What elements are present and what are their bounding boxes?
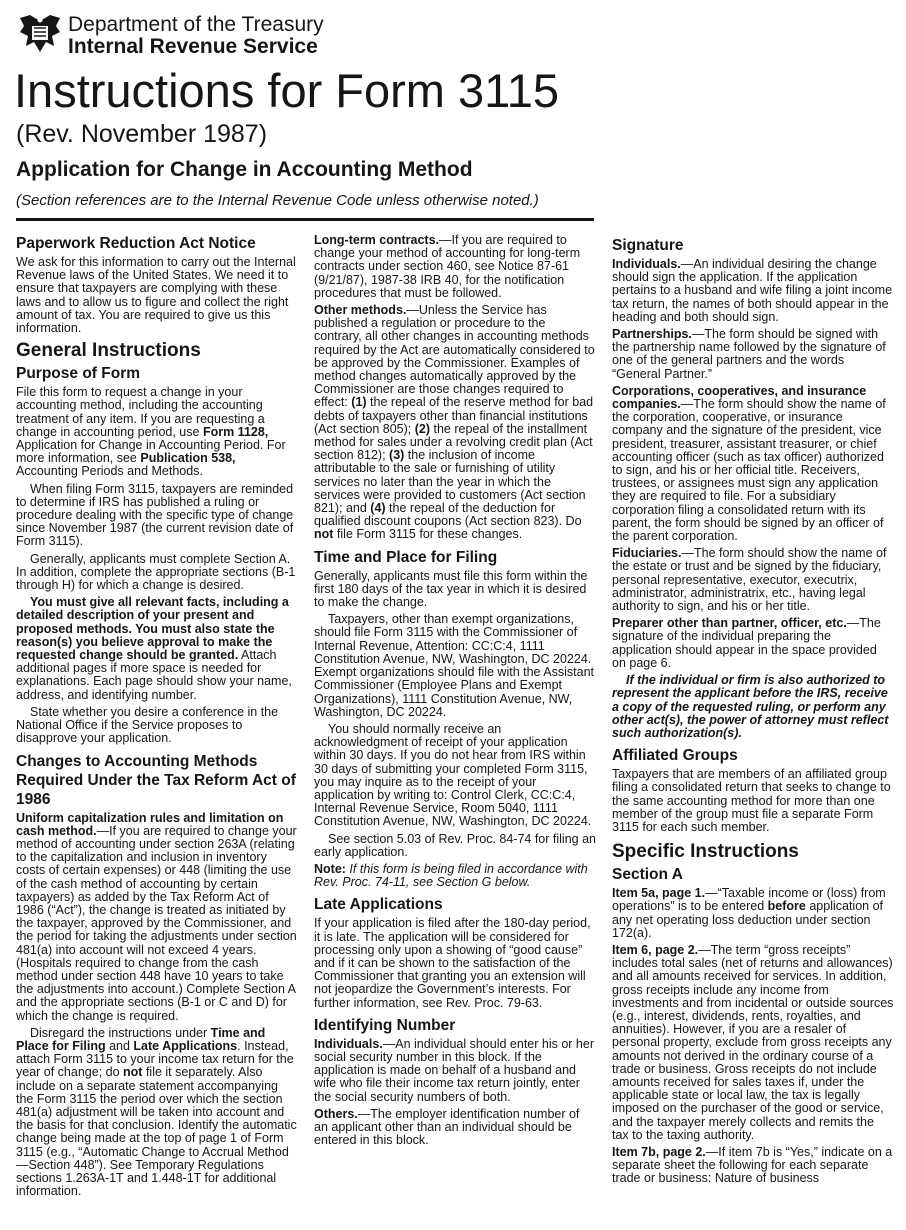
time-paragraph-1: Generally, applicants must file this form within the first 180 days of the tax year in which it is desired to make the change. xyxy=(314,568,588,610)
purpose-paragraph-5: State whether you desire a conference in the National Office if the Service proposes to disapprove your application. xyxy=(16,704,279,746)
long-term-contracts-paragraph: Long-term contracts.—If you are required to change your method of accounting for long-term contracts under section 460, see Notice 87-61 (9/21/87), 1987-38 IRB 40, for the notification procedures that must be followed. xyxy=(314,233,581,300)
purpose-paragraph-2: When filing Form 3115, taxpayers are reminded to determine if IRS has published a ruling or procedure dealing with the specific type of change since November 1987 (the current revision date of Form 3115). xyxy=(16,481,294,549)
time-place-heading: Time and Place for Filing xyxy=(314,548,498,566)
column-3 xyxy=(612,234,894,1190)
partnerships-paragraph: Partnerships.—The form should be signed with the partnership name followed by the signature of one of the general partners and the words “General Partner.” xyxy=(612,327,886,381)
signature-heading: Signature xyxy=(612,237,684,254)
note-paragraph: Note: If this form is being filed in accordance with Rev. Proc. 74-11, see Section G below. xyxy=(314,861,588,890)
affiliated-groups-heading: Affiliated Groups xyxy=(612,747,738,765)
time-paragraph-3: You should normally receive an acknowledgment of receipt of your application within 30 days. If you do not hear from IRS within 30 days of submitting your completed Form 3115, you may inquire as to the receipt of your application by writing to: Control Clerk, CC:C:4, Internal Revenue Service, Room 5040, 1111 Constitution Avenue, NW, Washington, DC 20224. xyxy=(314,721,592,829)
irs-eagle-seal-icon xyxy=(16,12,64,56)
specific-instructions-heading: Specific Instructions xyxy=(612,841,799,863)
purpose-paragraph-1: File this form to request a change in your accounting method, including the accounting treatment of any item. If you are requesting a change in accounting period, use Form 1128, Application for Change in Accounting Period. For more information, see Publication 538, Accounting Periods and Methods. xyxy=(16,385,286,479)
signature-individuals-paragraph: Individuals.—An individual desiring the change should sign the application. If the application pertains to a husband and wife filing a joint income tax return, the names of both should appear in the heading and both should sign. xyxy=(612,257,893,324)
disregard-paragraph: Disregard the instructions under Time and Place for Filing and Late Applications. Instead, attach Form 3115 to your income tax return for the year of change; do not file it separately. Also include on a separate statement accompanying the Form 3115 the period over which the section 481(a) adjustment will be taken into account and the basis for that conclusion. Identify the automatic change being made at the top of page 1 of Form 3115 (e.g., “Automatic Change to Accrual Method—Section 448”). See Temporary Regulations sections 1.263A-1T and 1.448-1T for additional information. xyxy=(16,1025,297,1199)
department-name: Department of the Treasury xyxy=(68,13,324,36)
paperwork-paragraph: We ask for this information to carry out the Internal Revenue laws of the United States. We need it to ensure that taxpayers are complying with these laws and to allow us to figure and collect the right amount of tax. You are required to give us this information. xyxy=(16,255,296,336)
fiduciaries-paragraph: Fiduciaries.—The form should show the name of the estate or trust and be signed by the fiduciary, personal representative, executor, executrix, administrator, administratrix, etc., having legal authority to sign, and his or her title. xyxy=(612,546,887,614)
item-7b-paragraph: Item 7b, page 2.—If item 7b is “Yes,” indicate on a separate sheet the following for each separate trade or business: Nature of business xyxy=(612,1144,893,1186)
individuals-id-paragraph: Individuals.—An individual should enter his or her social security number in this block. If the application is made on behalf of a husband and wife who file their income tax return jointly, enter the social security numbers of both. xyxy=(314,1036,594,1104)
item-6-paragraph: Item 6, page 2.—The term “gross receipts” includes total sales (net of returns and allowances) and all amounts received for services. In addition, gross receipts include any income from investments and from incidental or outside sources (e.g., interest, dividends, rents, royalties, and annuities). However, if you are a resaler of personal property, exclude from gross receipts any amounts not derived in the ordinary course of a trade or business. Gross receipts do not include amounts received for sales taxes if, under the applicable state or local law, the tax is legally imposed on the purchaser of the good or service, and the taxpayer merely collects and remits the tax to the taxing authority. xyxy=(612,942,894,1142)
purpose-paragraph-3: Generally, applicants must complete Section A. In addition, complete the appropriate sections (B-1 through H) for which a change is desired. xyxy=(16,551,296,593)
page-title: Instructions for Form 3115 xyxy=(14,64,560,117)
item-5a-paragraph: Item 5a, page 1.—“Taxable income or (loss) from operations” is to be entered before application of any net operating loss deduction under section 172(a). xyxy=(612,886,886,940)
identifying-number-heading: Identifying Number xyxy=(314,1016,456,1034)
late-applications-heading: Late Applications xyxy=(314,896,443,914)
corporations-paragraph: Corporations, cooperatives, and insurance companies.—The form should show the name of the corporation, cooperative, or insurance company and the signature of the president, vice president, treasurer, assistant treasurer, or chief accounting officer (such as tax officer) authorized to sign, and his or her official title. Receivers, trustees, or assignees must sign any application they are required to file. For a subsidiary corporation filing a consolidated return with its parent, the form should be signed by an officer of the parent corporation. xyxy=(612,383,886,544)
column-1 xyxy=(16,232,298,1202)
reference-note: (Section references are to the Internal Revenue Code unless otherwise noted.) xyxy=(16,192,539,209)
affiliated-groups-paragraph: Taxpayers that are members of an affiliated group filing a consolidated return that seeks to change to the same accounting method for more than one member of the group must file a separate Form 3115 for each such member. xyxy=(612,767,891,834)
purpose-paragraph-4: You must give all relevant facts, including a detailed description of your present and proposed methods. You must also state the reason(s) you believe approval to make the requested change should be granted. Attach additional pages if more space is needed for explanations. Each page should show your name, address, and identifying number. xyxy=(16,595,292,702)
time-paragraph-4: See section 5.03 of Rev. Proc. 84-74 for filing an early application. xyxy=(314,831,596,859)
other-methods-paragraph: Other methods.—Unless the Service has published a regulation or procedure to the contrary, all other changes in accounting methods required by the Act are automatically considered to be approved by the Commissioner. Examples of method changes automatically approved by the Commissioner are those changes required to effect: (1) the repeal of the reserve method for bad debts of taxpayers other than financial institutions (Act section 805); (2) the repeal of the installment method for sales under a revolving credit plan (Act section 812); (3) the inclusion of income attributable to the sale or furnishing of utility services no later than the year in which the services were provided to customers (Act section 821); and (4) the repeal of the deduction for qualified discount coupons (Act section 823). Do not file Form 3115 for these changes. xyxy=(314,303,595,542)
purpose-heading: Purpose of Form xyxy=(16,365,141,383)
authorization-paragraph: If the individual or firm is also authorized to represent the applicant before the IRS, receive a copy of the requested ruling, or perform any other act(s), the power of attorney must reflect such authorization(s). xyxy=(612,673,889,740)
general-instructions-heading: General Instructions xyxy=(16,340,201,362)
changes-heading: Changes to Accounting Methods Required Under the Tax Reform Act of 1986 xyxy=(16,752,296,808)
paperwork-heading: Paperwork Reduction Act Notice xyxy=(16,235,256,252)
agency-name: Internal Revenue Service xyxy=(68,35,318,58)
form-subtitle: Application for Change in Accounting Method xyxy=(16,158,473,181)
time-paragraph-2: Taxpayers, other than exempt organizations, should file Form 3115 with the Commissioner of Internal Revenue, Attention: CC:C:4, 1111 Constitution Avenue, NW, Washington, DC 20224. Exempt organizations should file with the Assistant Commissioner (Employee Plans and Exempt Organizations), 1111 Constitution Avenue, NW, Washington, DC 20224. xyxy=(314,612,595,719)
title-divider xyxy=(16,218,594,221)
late-applications-paragraph: If your application is filed after the 180-day period, it is late. The application will be considered for processing only upon a showing of “good cause” and if it can be shown to the satisfaction of the Commissioner that granting you an extension will not jeopardize the Government’s interests. For further information, see Rev. Proc. 79-63. xyxy=(314,916,591,1010)
section-a-heading: Section A xyxy=(612,866,683,884)
masthead xyxy=(16,12,616,58)
others-id-paragraph: Others.—The employer identification number of an applicant other than an individual should be entered in this block. xyxy=(314,1106,580,1148)
uniform-capitalization-paragraph: Uniform capitalization rules and limitation on cash method.—If you are required to change your method of accounting under section 263A (relating to the capitalization and inclusion in inventory costs of certain expenses) or 448 (limiting the use of the cash method of accounting by certain taxpayers) as added by the Tax Reform Act of 1986 (“Act”), the change is treated as initiated by the taxpayer, approved by the Commissioner, and the period for taking the adjustments under section 481(a) into account will not exceed 4 years. (Hospitals required to change from the cash method under section 448 have 10 years to take the adjustments into account.) Complete Section A and the appropriate sections (B-1 or C and D) for which the change is required. xyxy=(16,810,297,1023)
revision-date: (Rev. November 1987) xyxy=(16,120,268,148)
column-2 xyxy=(314,234,596,1151)
preparer-paragraph: Preparer other than partner, officer, etc.—The signature of the individual preparing the application should appear in the space provided on page 6. xyxy=(612,616,881,670)
